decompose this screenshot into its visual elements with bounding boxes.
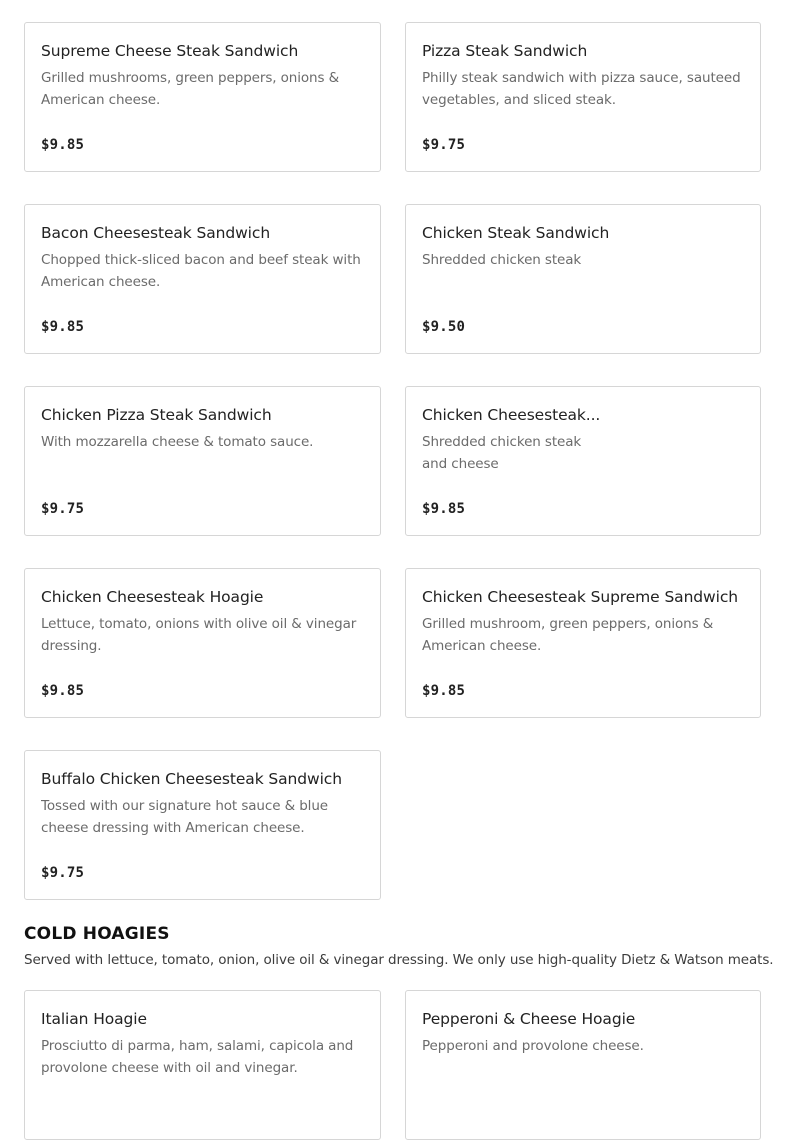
menu-item-description: Tossed with our signature hot sauce & blue cheese dressing with American cheese. xyxy=(41,798,328,836)
menu-item-name: Chicken Steak Sandwich xyxy=(422,224,610,242)
menu-item-name: Italian Hoagie xyxy=(41,1010,147,1028)
section-title: COLD HOAGIES xyxy=(24,924,170,944)
menu-item-price: $9.50 xyxy=(422,319,466,335)
menu-item-name: Chicken Pizza Steak Sandwich xyxy=(41,406,272,424)
menu-item-name: Pepperoni & Cheese Hoagie xyxy=(422,1010,636,1028)
menu-item-description: Grilled mushrooms, green peppers, onions & American cheese. xyxy=(41,70,340,108)
menu-item-description: Prosciutto di parma, ham, salami, capicola and provolone cheese with oil and vinegar. xyxy=(41,1038,354,1076)
menu-item-description: Shredded chicken steak and cheese xyxy=(422,434,582,472)
menu-item-price: $9.85 xyxy=(41,319,85,335)
menu-item-card[interactable] xyxy=(405,386,761,536)
menu-item-description: Pepperoni and provolone cheese. xyxy=(422,1038,644,1054)
menu-item-name: Bacon Cheesesteak Sandwich xyxy=(41,224,271,242)
menu-item-price: $9.75 xyxy=(41,501,85,517)
menu-item-description: Shredded chicken steak xyxy=(422,252,582,268)
menu-item-name: Chicken Cheesesteak... xyxy=(422,406,601,424)
menu-item-name: Chicken Cheesesteak Hoagie xyxy=(41,588,264,606)
menu-item-description: Chopped thick-sliced bacon and beef steak with American cheese. xyxy=(41,252,361,290)
section-description: Served with lettuce, tomato, onion, olive oil & vinegar dressing. We only use high-quality Dietz & Watson meats. xyxy=(24,952,774,968)
menu-item-price: $9.75 xyxy=(41,865,85,881)
menu-item-description: Lettuce, tomato, onions with olive oil & vinegar dressing. xyxy=(41,616,357,654)
menu-item-name: Pizza Steak Sandwich xyxy=(422,42,588,60)
menu-item-price: $9.85 xyxy=(422,501,466,517)
menu-item-price: $9.85 xyxy=(422,683,466,699)
menu-item-name: Supreme Cheese Steak Sandwich xyxy=(41,42,299,60)
menu-item-description: Grilled mushroom, green peppers, onions & American cheese. xyxy=(422,616,714,654)
menu-item-price: $9.85 xyxy=(41,683,85,699)
menu-item-card[interactable] xyxy=(24,990,381,1140)
menu-item-name: Chicken Cheesesteak Supreme Sandwich xyxy=(422,588,738,606)
menu-item-card[interactable] xyxy=(405,22,761,172)
menu-item-description: With mozzarella cheese & tomato sauce. xyxy=(41,434,314,450)
menu-item-name: Buffalo Chicken Cheesesteak Sandwich xyxy=(41,770,342,788)
menu-item-card[interactable] xyxy=(24,386,381,536)
menu-item-card[interactable] xyxy=(24,750,381,900)
menu-item-card[interactable] xyxy=(405,568,761,718)
menu-item-card[interactable] xyxy=(405,990,761,1140)
menu-item-price: $9.85 xyxy=(41,137,85,153)
menu-item-card[interactable] xyxy=(24,22,381,172)
menu-item-card[interactable] xyxy=(405,204,761,354)
menu-item-description: Philly steak sandwich with pizza sauce, sauteed vegetables, and sliced steak. xyxy=(422,70,741,108)
menu-item-price: $9.75 xyxy=(422,137,466,153)
menu-item-card[interactable] xyxy=(24,204,381,354)
menu-item-card[interactable] xyxy=(24,568,381,718)
